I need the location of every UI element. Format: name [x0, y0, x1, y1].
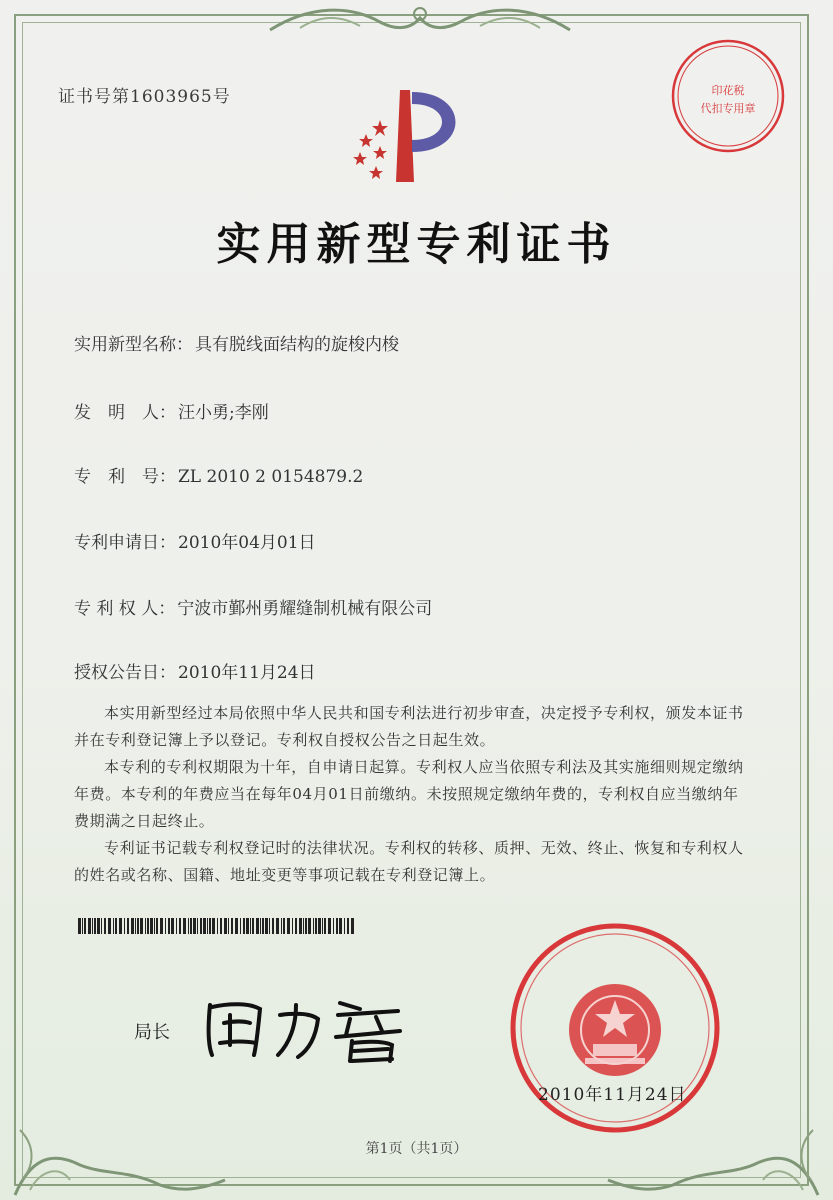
barcode-bar [124, 918, 125, 934]
director-label: 局长 [134, 1022, 170, 1043]
field-patent-number [74, 462, 363, 487]
barcode-bar [292, 918, 293, 934]
field-label: 专 利 号： [74, 467, 176, 487]
body-paragraph-3: 专利证书记载专利权登记时的法律状况。专利权的转移、质押、无效、终止、恢复和专利权人的姓名或名称、国籍、地址变更等事项记载在专利登记簿上。 [74, 839, 744, 884]
barcode-bar [108, 918, 111, 934]
body-paragraph-1: 本实用新型经过本局依照中华人民共和国专利法进行初步审查，决定授予专利权，颁发本证书并在专利登记簿上予以登记。专利权自授权公告之日起生效。 [74, 704, 744, 749]
barcode-bar [339, 918, 342, 934]
barcode-bar [336, 918, 338, 934]
field-label: 专利申请日： [74, 533, 176, 553]
field-value: 2010年11月24日 [178, 663, 316, 683]
field-label: 实用新型名称： [74, 335, 193, 355]
barcode-bar [231, 918, 233, 934]
barcode-bar [243, 918, 245, 934]
barcode-bar [212, 918, 215, 934]
seal-date: 2010年11月24日 [538, 1085, 687, 1105]
barcode-bar [207, 918, 208, 934]
top-ornament [260, 0, 580, 40]
barcode-bar [203, 918, 206, 934]
barcode-bar [84, 918, 86, 934]
field-utility-name [74, 330, 399, 355]
field-patentee [74, 594, 432, 619]
barcode-bar [137, 918, 139, 934]
barcode-bar [119, 918, 122, 934]
barcode-bar [145, 918, 146, 934]
barcode-bar [287, 918, 290, 934]
field-label: 专 利 权 人： [74, 599, 176, 619]
barcode-bar [101, 918, 102, 934]
field-application-date [74, 528, 316, 553]
barcode-bar [344, 918, 345, 934]
barcode-bar [115, 918, 117, 934]
bottom-left-ornament [10, 1070, 230, 1200]
barcode-bar [156, 918, 158, 934]
barcode-bar [168, 918, 170, 934]
barcode-bar [299, 918, 302, 934]
field-grant-date [74, 658, 316, 683]
barcode-bar [200, 918, 202, 934]
tax-stamp [668, 36, 788, 156]
barcode-bar [315, 918, 317, 934]
barcode-bar [250, 918, 251, 934]
barcode-bar [313, 918, 314, 934]
barcode-bar [82, 918, 83, 934]
barcode-bar [308, 918, 311, 934]
barcode-bar [94, 918, 96, 934]
certificate-number: 证书号第1603965号 [58, 87, 231, 107]
barcode-bar [262, 918, 264, 934]
barcode-bar [333, 918, 334, 934]
barcode-bar [283, 918, 285, 934]
barcode-bar [224, 918, 227, 934]
field-value: 宁波市鄞州勇耀缝制机械有限公司 [177, 599, 433, 619]
barcode-bar [295, 918, 297, 934]
field-value: ZL 2010 2 0154879.2 [178, 467, 364, 487]
barcode-bar [209, 918, 211, 934]
barcode-bar [228, 918, 229, 934]
barcode-bar [269, 918, 270, 934]
field-inventor [74, 398, 269, 423]
page-indicator: 第1页（共1页） [365, 1141, 468, 1157]
certificate-body [74, 700, 754, 889]
field-label: 发 明 人： [74, 403, 176, 423]
barcode-bar [322, 918, 323, 934]
barcode-bar [127, 918, 129, 934]
barcode-bar [165, 918, 166, 934]
field-value: 2010年04月01日 [178, 533, 316, 553]
barcode-bar [78, 918, 81, 934]
barcode-bar [88, 918, 91, 934]
barcode-bar [97, 918, 100, 934]
barcode-bar [260, 918, 261, 934]
barcode-bar [197, 918, 198, 934]
barcode-bar [220, 918, 222, 934]
official-seal [505, 918, 725, 1138]
director-signature [200, 985, 410, 1065]
tax-stamp-line1: 印花税 [711, 84, 745, 97]
barcode-bar [150, 918, 153, 934]
barcode-bar [276, 918, 279, 934]
barcode-bar [147, 918, 149, 934]
field-value: 汪小勇;李刚 [178, 403, 269, 423]
barcode-bar [328, 918, 331, 934]
barcode-bar [183, 918, 186, 934]
barcode [78, 918, 358, 934]
body-paragraph-2: 本专利的专利权期限为十年，自申请日起算。专利权人应当依照专利法及其实施细则规定缴纳年费。本专利的年费应当在每年04月01日前缴纳。未按照规定缴纳年费的，专利权自应当缴纳年费期满之日起终止。 [74, 758, 744, 830]
barcode-bar [113, 918, 114, 934]
barcode-bar [347, 918, 349, 934]
barcode-bar [318, 918, 321, 934]
barcode-bar [92, 918, 93, 934]
barcode-bar [135, 918, 136, 934]
patent-office-logo-icon [340, 82, 480, 192]
field-value: 具有脱线面结构的旋梭内梭 [195, 335, 399, 355]
barcode-bar [265, 918, 268, 934]
barcode-bar [217, 918, 218, 934]
barcode-bar [281, 918, 282, 934]
barcode-bar [351, 918, 354, 934]
barcode-bar [171, 918, 174, 934]
barcode-bar [246, 918, 249, 934]
barcode-bar [272, 918, 274, 934]
barcode-bar [303, 918, 304, 934]
barcode-bar [324, 918, 326, 934]
tax-stamp-line2: 代扣专用章 [700, 102, 756, 115]
barcode-bar [140, 918, 143, 934]
barcode-bar [160, 918, 163, 934]
field-label: 授权公告日： [74, 663, 176, 683]
barcode-bar [131, 918, 134, 934]
barcode-bar [305, 918, 307, 934]
certificate-title: 实用新型专利证书 [216, 219, 617, 270]
barcode-bar [256, 918, 259, 934]
barcode-bar [240, 918, 241, 934]
barcode-bar [235, 918, 238, 934]
barcode-bar [193, 918, 196, 934]
barcode-bar [154, 918, 155, 934]
barcode-bar [104, 918, 106, 934]
barcode-bar [176, 918, 177, 934]
barcode-bar [190, 918, 192, 934]
barcode-bar [252, 918, 254, 934]
barcode-bar [179, 918, 181, 934]
barcode-bar [188, 918, 189, 934]
